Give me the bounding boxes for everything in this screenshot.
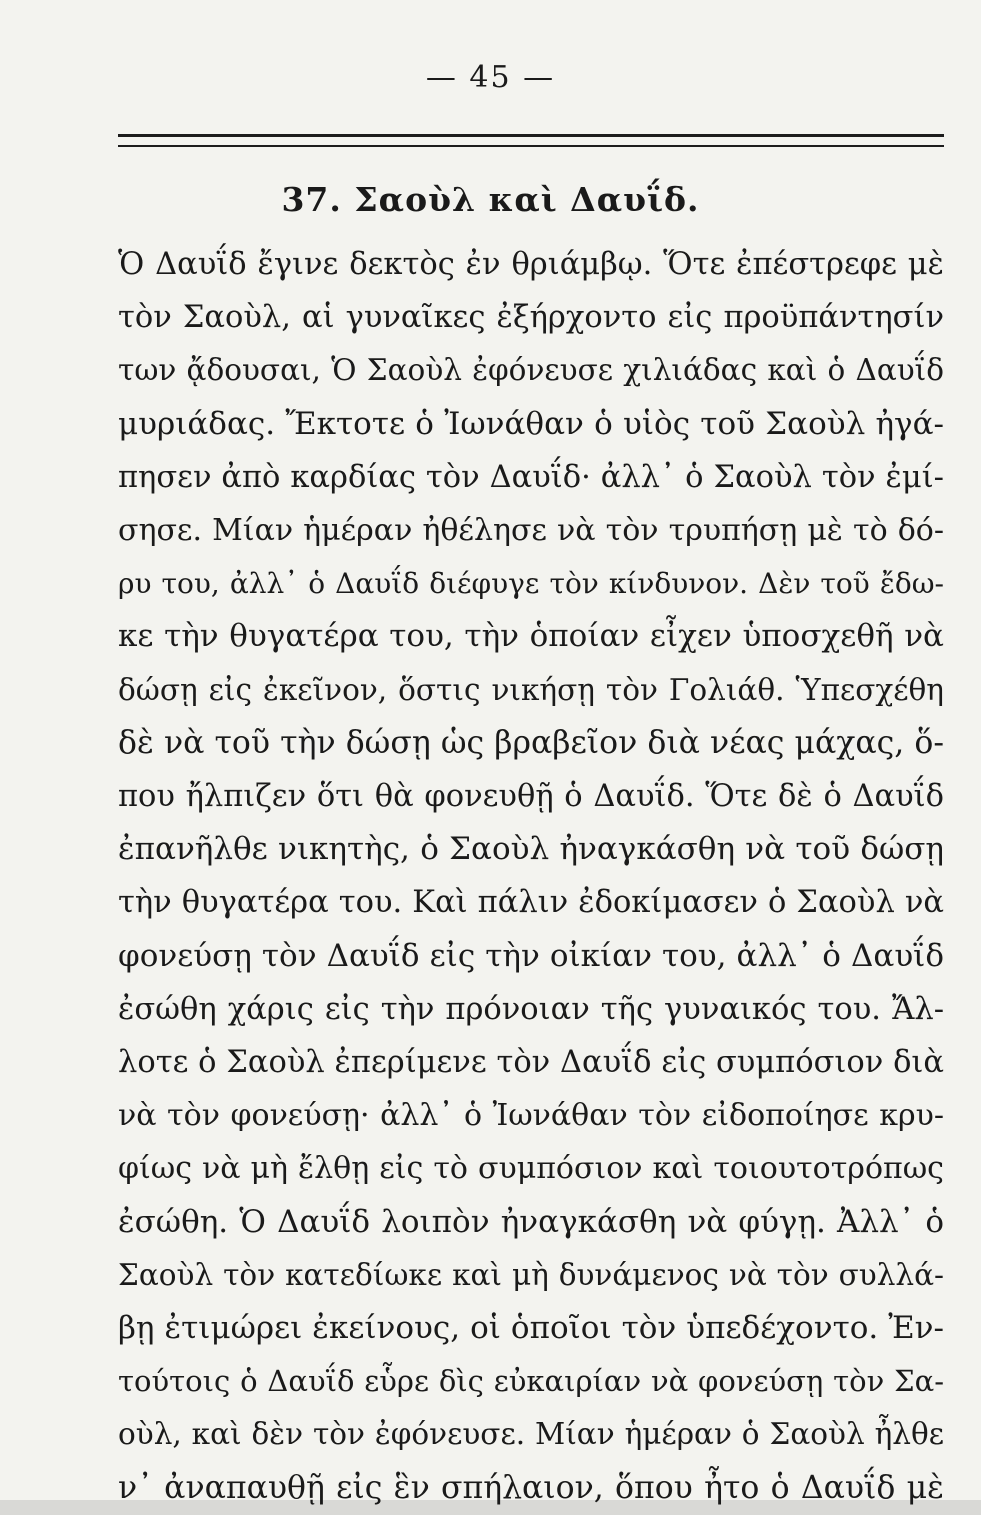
header-rule-thick	[118, 134, 944, 137]
text-line: ρυ του, ἀλλ᾽ ὁ Δαυΐδ διέφυγε τὸν κίνδυνον. Δὲν τοῦ ἔδω-	[118, 567, 944, 601]
text-line: ἐπανῆλθε νικητὴς, ὁ Σαοὺλ ἠναγκάσθη νὰ τοῦ δώσῃ	[118, 831, 944, 868]
header-rule-thin	[118, 145, 944, 147]
text-line: πησεν ἀπὸ καρδίας τὸν Δαυΐδ· ἀλλ᾽ ὁ Σαοὺλ τὸν ἐμί-	[118, 459, 944, 495]
text-line: των ᾄδουσαι, Ὁ Σαοὺλ ἐφόνευσε χιλιάδας καὶ ὁ Δαυΐδ	[118, 353, 944, 388]
text-line: λοτε ὁ Σαοὺλ ἐπερίμενε τὸν Δαυΐδ εἰς συμπόσιον διὰ	[118, 1045, 944, 1081]
text-line: ἐσώθη χάρις εἰς τὴν πρόνοιαν τῆς γυναικός του. Ἄλ-	[118, 991, 944, 1027]
text-line: ἐσώθη. Ὁ Δαυΐδ λοιπὸν ἠναγκάσθη νὰ φύγῃ. Ἀλλ᾽ ὁ	[118, 1203, 944, 1240]
body-text	[118, 238, 944, 1515]
text-line: δώσῃ εἰς ἐκεῖνον, ὅστις νικήσῃ τὸν Γολιάθ. Ὑπεσχέθη	[118, 672, 944, 707]
section-heading: 37. Σαοὺλ καὶ Δαυΐδ.	[281, 180, 700, 219]
text-line: τούτοις ὁ Δαυΐδ εὗρε δὶς εὐκαιρίαν νὰ φονεύσῃ τὸν Σα-	[118, 1364, 944, 1399]
text-line: σησε. Μίαν ἡμέραν ἠθέλησε νὰ τὸν τρυπήσῃ μὲ τὸ δό-	[118, 513, 944, 549]
text-line: τὸν Σαοὺλ, αἱ γυναῖκες ἐξήρχοντο εἰς προϋπάντησίν	[118, 300, 944, 336]
text-line: νὰ τὸν φονεύσῃ· ἀλλ᾽ ὁ Ἰωνάθαν τὸν εἰδοποίησε κρυ-	[118, 1098, 944, 1134]
text-line: που ἤλπιζεν ὅτι θὰ φονευθῇ ὁ Δαυΐδ. Ὅτε δὲ ὁ Δαυΐδ	[118, 779, 944, 815]
text-line: μυριάδας. Ἔκτοτε ὁ Ἰωνάθαν ὁ υἱὸς τοῦ Σαοὺλ ἠγά-	[118, 405, 944, 442]
text-line: ν᾽ ἀναπαυθῇ εἰς ἓν σπήλαιον, ὅπου ἦτο ὁ Δαυΐδ μὲ	[118, 1469, 944, 1506]
text-line: φονεύσῃ τὸν Δαυΐδ εἰς τὴν οἰκίαν του, ἀλλ᾽ ὁ Δαυΐδ	[118, 937, 944, 974]
text-line: οὺλ, καὶ δὲν τὸν ἐφόνευσε. Μίαν ἡμέραν ὁ Σαοὺλ ἦλθε	[118, 1417, 944, 1452]
text-line: Ὁ Δαυΐδ ἔγινε δεκτὸς ἐν θριάμβῳ. Ὅτε ἐπέστρεφε μὲ	[118, 247, 944, 282]
text-line: φίως νὰ μὴ ἔλθῃ εἰς τὸ συμπόσιον καὶ τοιουτοτρόπως	[118, 1151, 944, 1187]
text-line: δὲ νὰ τοῦ τὴν δώσῃ ὡς βραβεῖον διὰ νέας μάχας, ὅ-	[118, 724, 944, 761]
text-line: κε τὴν θυγατέρα του, τὴν ὁποίαν εἶχεν ὑποσχεθῆ νὰ	[118, 618, 944, 655]
text-line: τὴν θυγατέρα του. Καὶ πάλιν ἐδοκίμασεν ὁ Σαοὺλ νὰ	[118, 885, 944, 921]
text-line: βῃ ἐτιμώρει ἐκείνους, οἱ ὁποῖοι τὸν ὑπεδέχοντο. Ἐν-	[118, 1310, 944, 1347]
page-number: — 45 —	[425, 60, 556, 95]
text-line: Σαοὺλ τὸν κατεδίωκε καὶ μὴ δυνάμενος νὰ τὸν συλλά-	[118, 1257, 944, 1292]
